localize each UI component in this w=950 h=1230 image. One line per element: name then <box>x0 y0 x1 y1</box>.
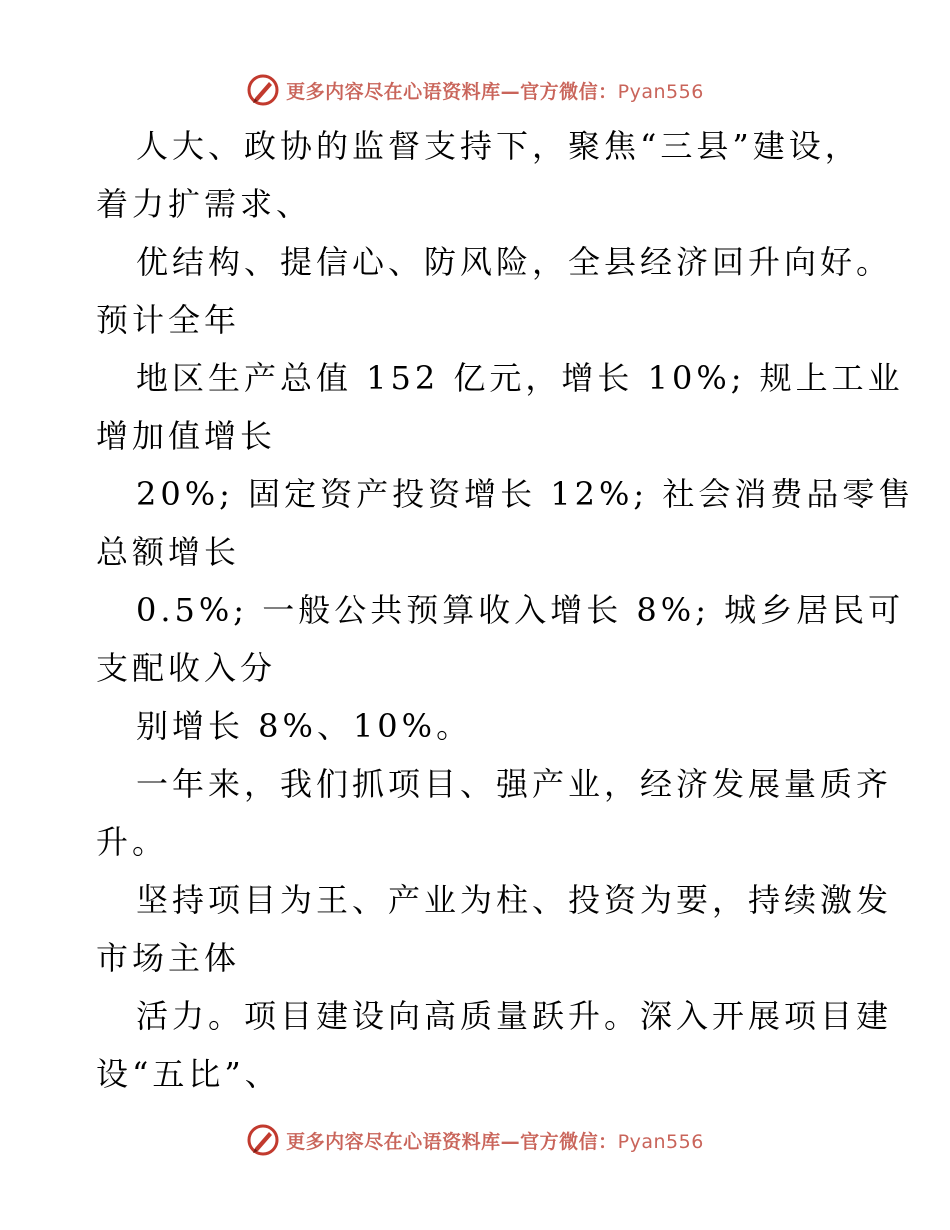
text-line: 设“五比”、 <box>96 1055 281 1093</box>
header-banner <box>0 70 950 110</box>
text-line: 人大、政协的监督支持下，聚焦“三县”建设， <box>136 127 861 165</box>
pen-circle-icon <box>246 1123 280 1157</box>
text-line: 增加值增长 <box>96 417 277 455</box>
header-banner-text: 更多内容尽在心语资料库—官方微信：Pyan556 <box>286 80 704 103</box>
text-line: 预计全年 <box>96 301 241 339</box>
text-line: 总额增长 <box>96 533 241 571</box>
text-line: 市场主体 <box>96 939 241 977</box>
document-body <box>96 117 915 1103</box>
footer-banner <box>0 1120 950 1160</box>
pen-circle-icon <box>246 73 280 107</box>
text-line: 0.5%; 一般公共预算收入增长 8%; 城乡居民可 <box>136 591 905 629</box>
text-line: 坚持项目为王、产业为柱、投资为要，持续激发 <box>136 881 893 919</box>
text-line: 20%; 固定资产投资增长 12%; 社会消费品零售 <box>136 475 915 513</box>
text-line: 支配收入分 <box>96 649 277 687</box>
text-line: 活力。项目建设向高质量跃升。深入开展项目建 <box>136 997 893 1035</box>
text-line: 别增长 8%、10%。 <box>136 707 473 745</box>
text-line: 优结构、提信心、防风险，全县经济回升向好。 <box>136 243 893 281</box>
text-line: 升。 <box>96 823 169 861</box>
text-line: 着力扩需求、 <box>96 185 313 223</box>
text-line: 地区生产总值 152 亿元，增长 10%; 规上工业 <box>136 359 904 397</box>
footer-banner-text: 更多内容尽在心语资料库—官方微信：Pyan556 <box>286 1130 704 1153</box>
text-line: 一年来，我们抓项目、强产业，经济发展量质齐 <box>136 765 893 803</box>
